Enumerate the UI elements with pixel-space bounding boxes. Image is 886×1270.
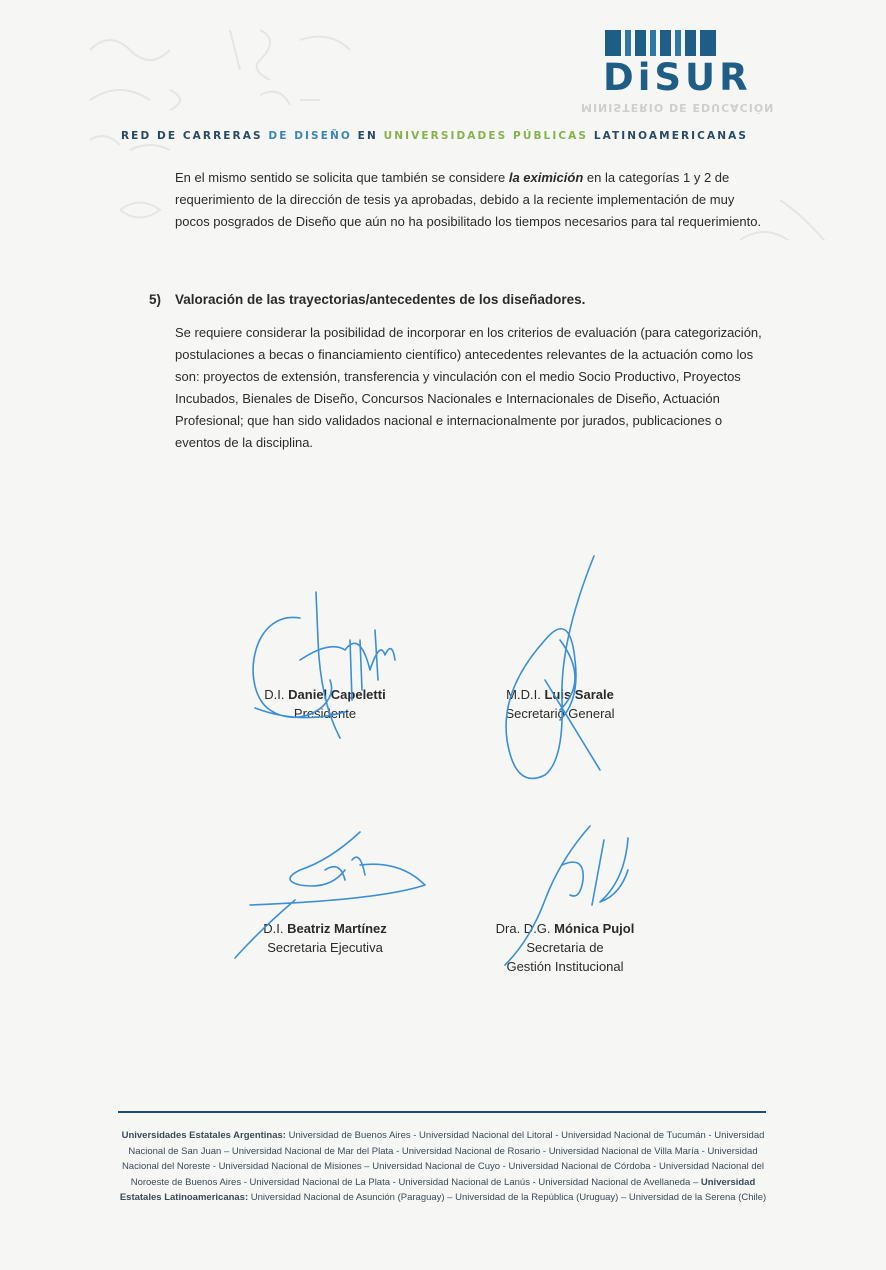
paragraph1-after: en la categorías 1 y 2 de requerimiento de la dirección de tesis ya aprobadas, debido a la reciente implementación de muy pocos posgrados de Diseño que aún no ha posibilitado los tiempos necesarios para tal requerimiento. bbox=[175, 170, 762, 229]
section-heading: Valoración de las trayectorias/antecedentes de los diseñadores. bbox=[175, 292, 586, 307]
section-number: 5) bbox=[149, 292, 162, 307]
tagline-w1: RED DE CARRERAS bbox=[121, 130, 263, 142]
signatory-name: Beatriz Martínez bbox=[287, 921, 387, 936]
stamp-text: MINISTERIO DE EDUCACIÓN bbox=[581, 101, 775, 114]
signatory-name: Daniel Capeletti bbox=[288, 687, 386, 702]
signatory-role: Secretario General bbox=[505, 706, 615, 721]
tagline-w4: UNIVERSIDADES PÚBLICAS bbox=[383, 130, 589, 142]
signatory-institutional-secretary bbox=[470, 919, 660, 976]
signatory-role-line2: Gestión Institucional bbox=[506, 959, 624, 974]
tagline-w3: EN bbox=[357, 130, 378, 142]
footer-label-argentinas: Universidades Estatales Argentinas: bbox=[121, 1130, 286, 1141]
signatory-role: Secretaria Ejecutiva bbox=[267, 940, 383, 955]
paragraph-eximicion bbox=[175, 167, 765, 233]
footer-argentinas-list: Universidad de Buenos Aires - Universidad Nacional del Litoral - Universidad Nacional de Tucumán - Universidad Nacional de San Juan – Universidad Nacional de Mar del Plata - Universidad Nacional de Rosario - Universidad Nacional de Villa María - Universidad Nacional del Noreste - Universidad Nacional de Misiones – Universidad Nacional de Cuyo - Universidad Nacional de Córdoba - Universidad Nacional del Noroeste de Buenos Aires - Universidad Nacional de La Plata - Universidad Nacional de Lanús - Universidad Nacional de Avellaneda – bbox=[121, 1130, 765, 1188]
footer-label-latam: Universidad Estatales Latinoamericanas: bbox=[119, 1176, 756, 1203]
signatory-name: Mónica Pujol bbox=[554, 921, 635, 936]
signatory-president bbox=[230, 685, 420, 723]
signatory-executive-secretary bbox=[225, 919, 425, 957]
section-5-title bbox=[149, 292, 585, 307]
footer-divider bbox=[118, 1111, 766, 1113]
signatory-prefix: M.D.I. bbox=[506, 687, 541, 702]
tagline bbox=[121, 130, 761, 142]
disur-logo bbox=[603, 30, 752, 99]
paragraph1-before: En el mismo sentido se solicita que también se considere bbox=[175, 170, 509, 185]
signature-2 bbox=[506, 556, 600, 778]
footer-latam-list: Universidad Nacional de Asunción (Paraguay) – Universidad de la República (Uruguay) – Universidad de la Serena (Chile) bbox=[248, 1192, 767, 1203]
section-5-body: Se requiere considerar la posibilidad de incorporar en los criterios de evaluación (para categorización, postulaciones a becas o financiamiento científico) antecedentes relevantes de la actuación como los son: proyectos de extensión, transferencia y vinculación con el medio Socio Productivo, Proyectos Incubados, Bienales de Diseño, Concursos Nacionales e Internacionales de Diseño, Actuación Profesional; que han sido validados nacional e internacionalmente por jurados, publicaciones o eventos de la disciplina. bbox=[175, 325, 762, 450]
signatory-secretary-general bbox=[470, 685, 650, 723]
footer-universities bbox=[118, 1128, 768, 1206]
logo-bars bbox=[605, 30, 743, 56]
signatory-role-line1: Secretaria de bbox=[526, 940, 604, 955]
signatory-role: Presidente bbox=[293, 706, 357, 721]
logo-wordmark: DiSUR bbox=[603, 56, 752, 99]
tagline-w2: DE DISEÑO bbox=[268, 130, 352, 142]
signatory-prefix: D.I. bbox=[263, 921, 284, 936]
tagline-w5: LATINOAMERICANAS bbox=[593, 130, 748, 142]
signatory-prefix: D.I. bbox=[264, 687, 285, 702]
signatory-prefix: Dra. D.G. bbox=[495, 921, 551, 936]
signatory-name: Luis Sarale bbox=[544, 687, 614, 702]
paragraph1-emphasis: la eximición bbox=[508, 170, 584, 185]
